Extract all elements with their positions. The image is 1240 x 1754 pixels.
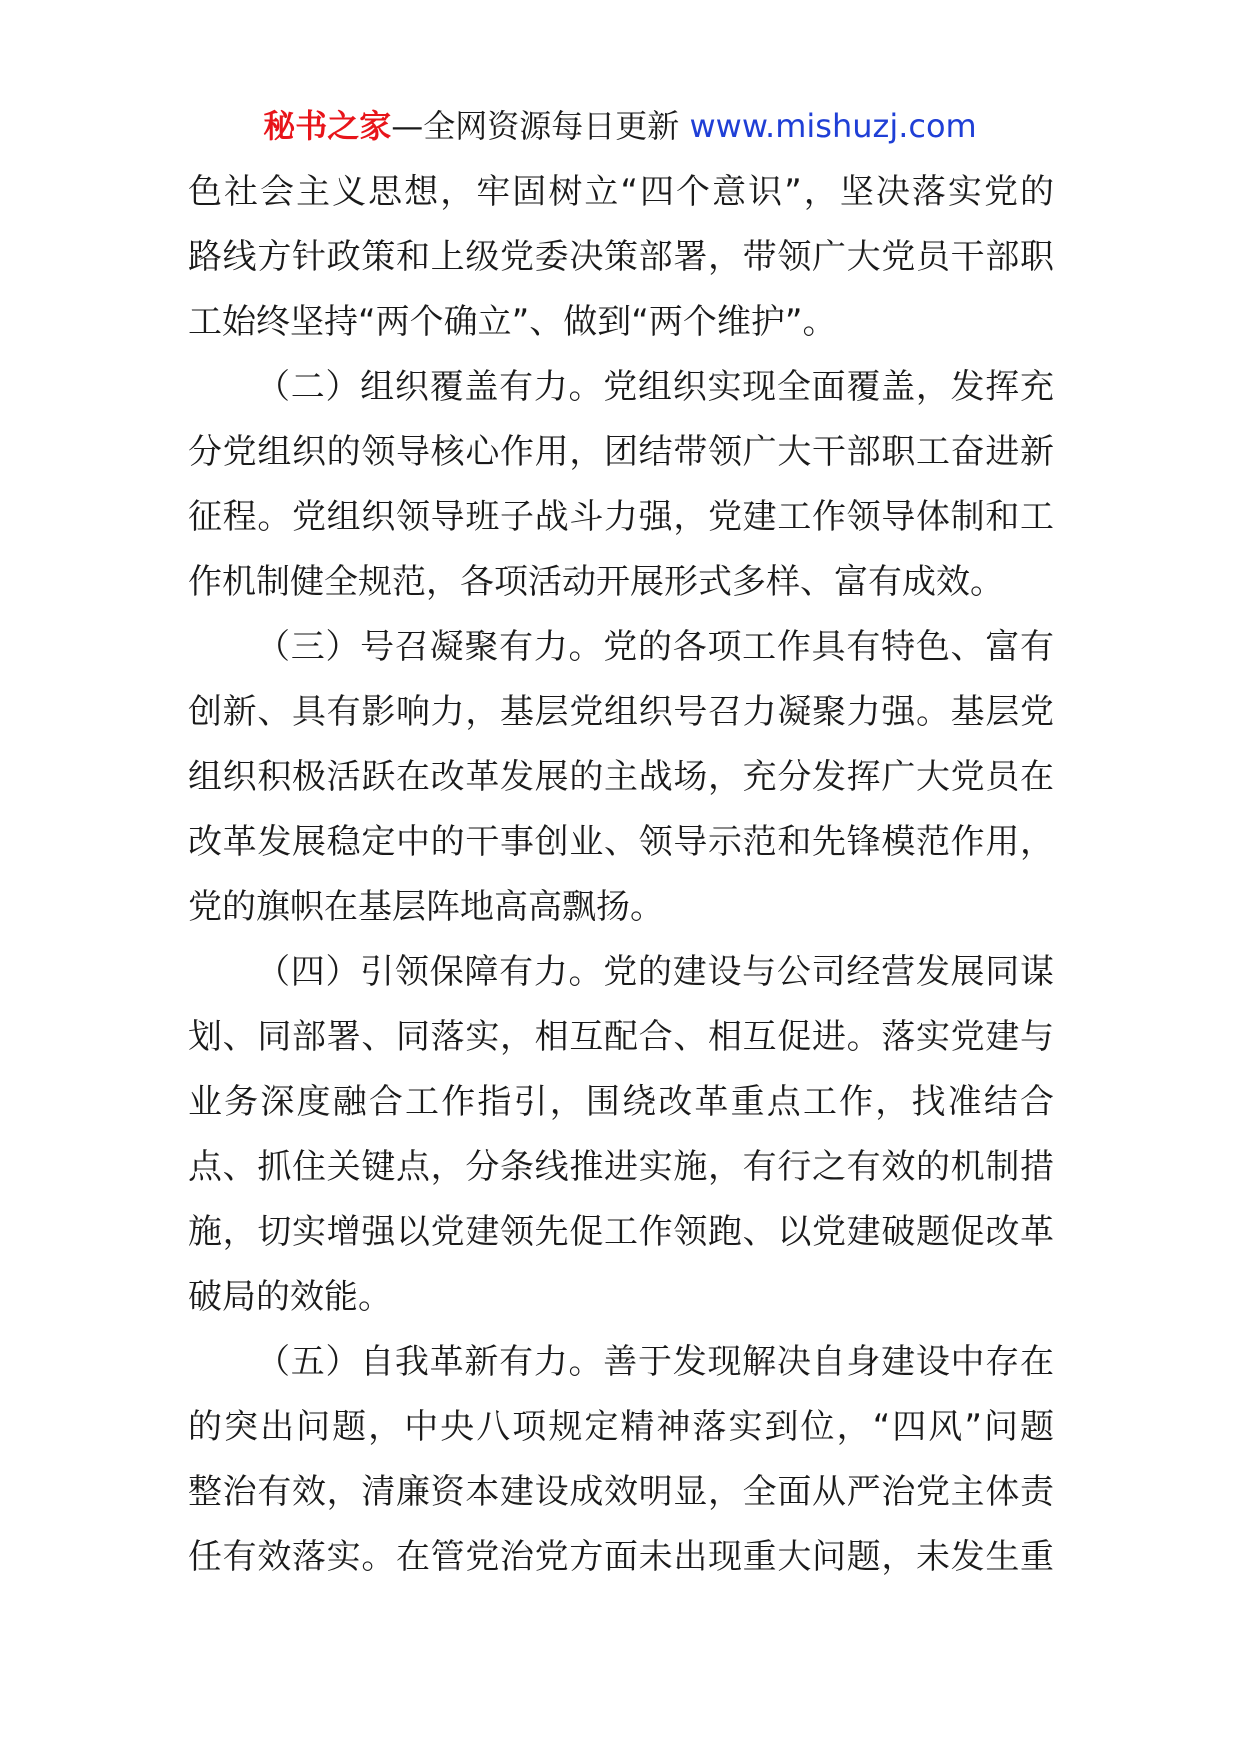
- text-line: 路线方针政策和上级党委决策部署，带领广大党员干部职: [188, 237, 1054, 277]
- text-line: 破局的效能。: [188, 1277, 392, 1317]
- text-line: 创新、具有影响力，基层党组织号召力凝聚力强。基层党: [188, 692, 1054, 732]
- text-line: 业务深度融合工作指引，围绕改革重点工作，找准结合: [188, 1082, 1054, 1122]
- header-tagline: —全网资源每日更新: [391, 107, 680, 145]
- header-url-link[interactable]: www.mishuzj.com: [689, 107, 977, 145]
- text-line: 组织积极活跃在改革发展的主战场，充分发挥广大党员在: [188, 757, 1054, 797]
- text-line: 党的旗帜在基层阵地高高飘扬。: [188, 887, 664, 927]
- text-line: 任有效落实。在管党治党方面未出现重大问题，未发生重: [188, 1537, 1054, 1577]
- text-line: 色社会主义思想，牢固树立“四个意识”，坚决落实党的: [188, 172, 1054, 212]
- text-line: 点、抓住关键点，分条线推进实施，有行之有效的机制措: [188, 1147, 1054, 1187]
- paragraph-first-line: （三）号召凝聚有力。党的各项工作具有特色、富有: [256, 627, 1054, 667]
- text-line: 作机制健全规范，各项活动开展形式多样、富有成效。: [188, 562, 1004, 602]
- paragraph-first-line: （五）自我革新有力。善于发现解决自身建设中存在: [256, 1342, 1054, 1382]
- text-line: 工始终坚持“两个确立”、做到“两个维护”。: [188, 302, 837, 342]
- paragraph-first-line: （四）引领保障有力。党的建设与公司经营发展同谋: [256, 952, 1054, 992]
- text-line: 分党组织的领导核心作用，团结带领广大干部职工奋进新: [188, 432, 1054, 472]
- text-line: 施，切实增强以党建领先促工作领跑、以党建破题促改革: [188, 1212, 1054, 1252]
- text-line: 征程。党组织领导班子战斗力强，党建工作领导体制和工: [188, 497, 1054, 537]
- text-line: 划、同部署、同落实，相互配合、相互促进。落实党建与: [188, 1017, 1054, 1057]
- text-line: 整治有效，清廉资本建设成效明显，全面从严治党主体责: [188, 1472, 1054, 1512]
- document-body: [188, 160, 1054, 1590]
- paragraph-first-line: （二）组织覆盖有力。党组织实现全面覆盖，发挥充: [256, 367, 1054, 407]
- page-header: [0, 104, 1240, 148]
- text-line: 的突出问题，中央八项规定精神落实到位，“四风”问题: [188, 1407, 1054, 1447]
- text-line: 改革发展稳定中的干事创业、领导示范和先锋模范作用，: [188, 822, 1054, 862]
- header-brand: 秘书之家: [263, 107, 392, 145]
